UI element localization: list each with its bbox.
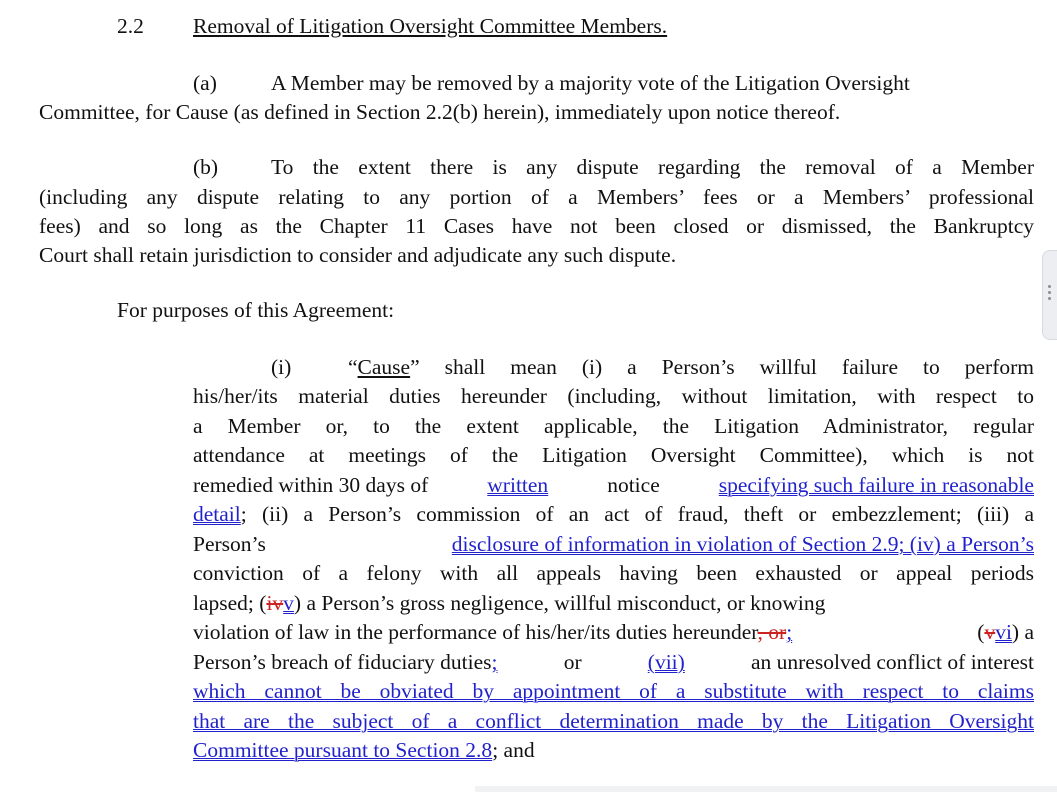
clause-i-line-4: attendance at meetings of the Litigation Oversight Committee), which is not — [193, 443, 1034, 467]
clause-i-line-12 — [193, 678, 1034, 704]
clause-i-line-10: violation of law in the performance of his/her/its duties hereunder, or; (vvi) a — [193, 620, 1034, 644]
inserted-text: v — [283, 591, 294, 615]
para-b-line-4: Court shall retain jurisdiction to consider and adjudicate any such dispute. — [39, 243, 677, 267]
clause-i-marker: (i) — [271, 355, 292, 379]
inserted-text: ; — [786, 620, 793, 644]
deleted-text: v — [984, 620, 996, 644]
para-a-marker: (a) — [193, 71, 217, 95]
clause-i-line-3: a Member or, to the extent applicable, the Litigation Administrator, regular — [193, 414, 1034, 438]
inserted-text: detail — [193, 502, 241, 526]
para-a-line-2: Committee, for Cause (as defined in Section 2.2(b) herein), immediately upon notice thereof. — [39, 100, 841, 124]
inserted-text: which cannot be obviated by appointment of a substitute with respect to claims — [193, 679, 1034, 703]
inserted-text: (vii) — [647, 650, 685, 674]
cause-term: Cause — [357, 355, 411, 379]
section-number: 2.2 — [117, 14, 144, 38]
para-b-line-1: To the extent there is any dispute regarding the removal of a Member — [271, 155, 1034, 179]
clause-i-line-1: “Cause” shall mean (i) a Person’s willful failure to perform — [348, 355, 1034, 379]
horizontal-scrollbar[interactable] — [475, 786, 1057, 792]
purposes-heading: For purposes of this Agreement: — [117, 298, 395, 322]
clause-i-line-8: conviction of a felony with all appeals having been exhausted or appeal periods — [193, 561, 1034, 585]
clause-i-line-9: lapsed; (ivv) a Person’s gross negligence, willful misconduct, or knowing — [193, 591, 826, 615]
inserted-text: vi — [995, 620, 1012, 644]
section-title: Removal of Litigation Oversight Committee Members. — [193, 14, 668, 38]
side-panel-handle[interactable] — [1042, 250, 1057, 340]
inserted-text: disclosure of information in violation of Section 2.9; (iv) a Person’s — [451, 532, 1034, 556]
clause-i-line-6: detail; (ii) a Person’s commission of an act of fraud, theft or embezzlement; (iii) a — [193, 502, 1034, 526]
para-b-marker: (b) — [193, 155, 219, 179]
inserted-text: ; — [491, 650, 498, 674]
inserted-text: written — [487, 473, 549, 497]
deleted-text: iv — [266, 591, 284, 615]
clause-i-line-2: his/her/its material duties hereunder (including, without limitation, with respect to — [193, 384, 1034, 408]
clause-i-line-13 — [193, 708, 1034, 734]
para-b-line-3: fees) and so long as the Chapter 11 Cases have not been closed or dismissed, the Bankruptcy — [39, 214, 1034, 238]
clause-i-line-7: Person’s disclosure of information in violation of Section 2.9; (iv) a Person’s — [193, 532, 1034, 556]
inserted-text: Committee pursuant to Section 2.8 — [193, 738, 493, 762]
para-a-line-1: A Member may be removed by a majority vote of the Litigation Oversight — [271, 71, 910, 95]
inserted-text: specifying such failure in reasonable — [718, 473, 1034, 497]
clause-i-line-14: Committee pursuant to Section 2.8; and — [193, 738, 535, 762]
deleted-text: , or — [757, 620, 787, 644]
drag-dots-icon — [1048, 285, 1051, 303]
para-b-line-2: (including any dispute relating to any portion of a Members’ fees or a Members’ professional — [39, 185, 1034, 209]
clause-i-line-11: Person’s breach of fiduciary duties; or (vii) an unresolved conflict of interest — [193, 650, 1034, 674]
clause-i-line-5: remedied within 30 days of written notice specifying such failure in reasonable — [193, 473, 1034, 497]
inserted-text: that are the subject of a conflict determination made by the Litigation Oversight — [193, 709, 1034, 733]
